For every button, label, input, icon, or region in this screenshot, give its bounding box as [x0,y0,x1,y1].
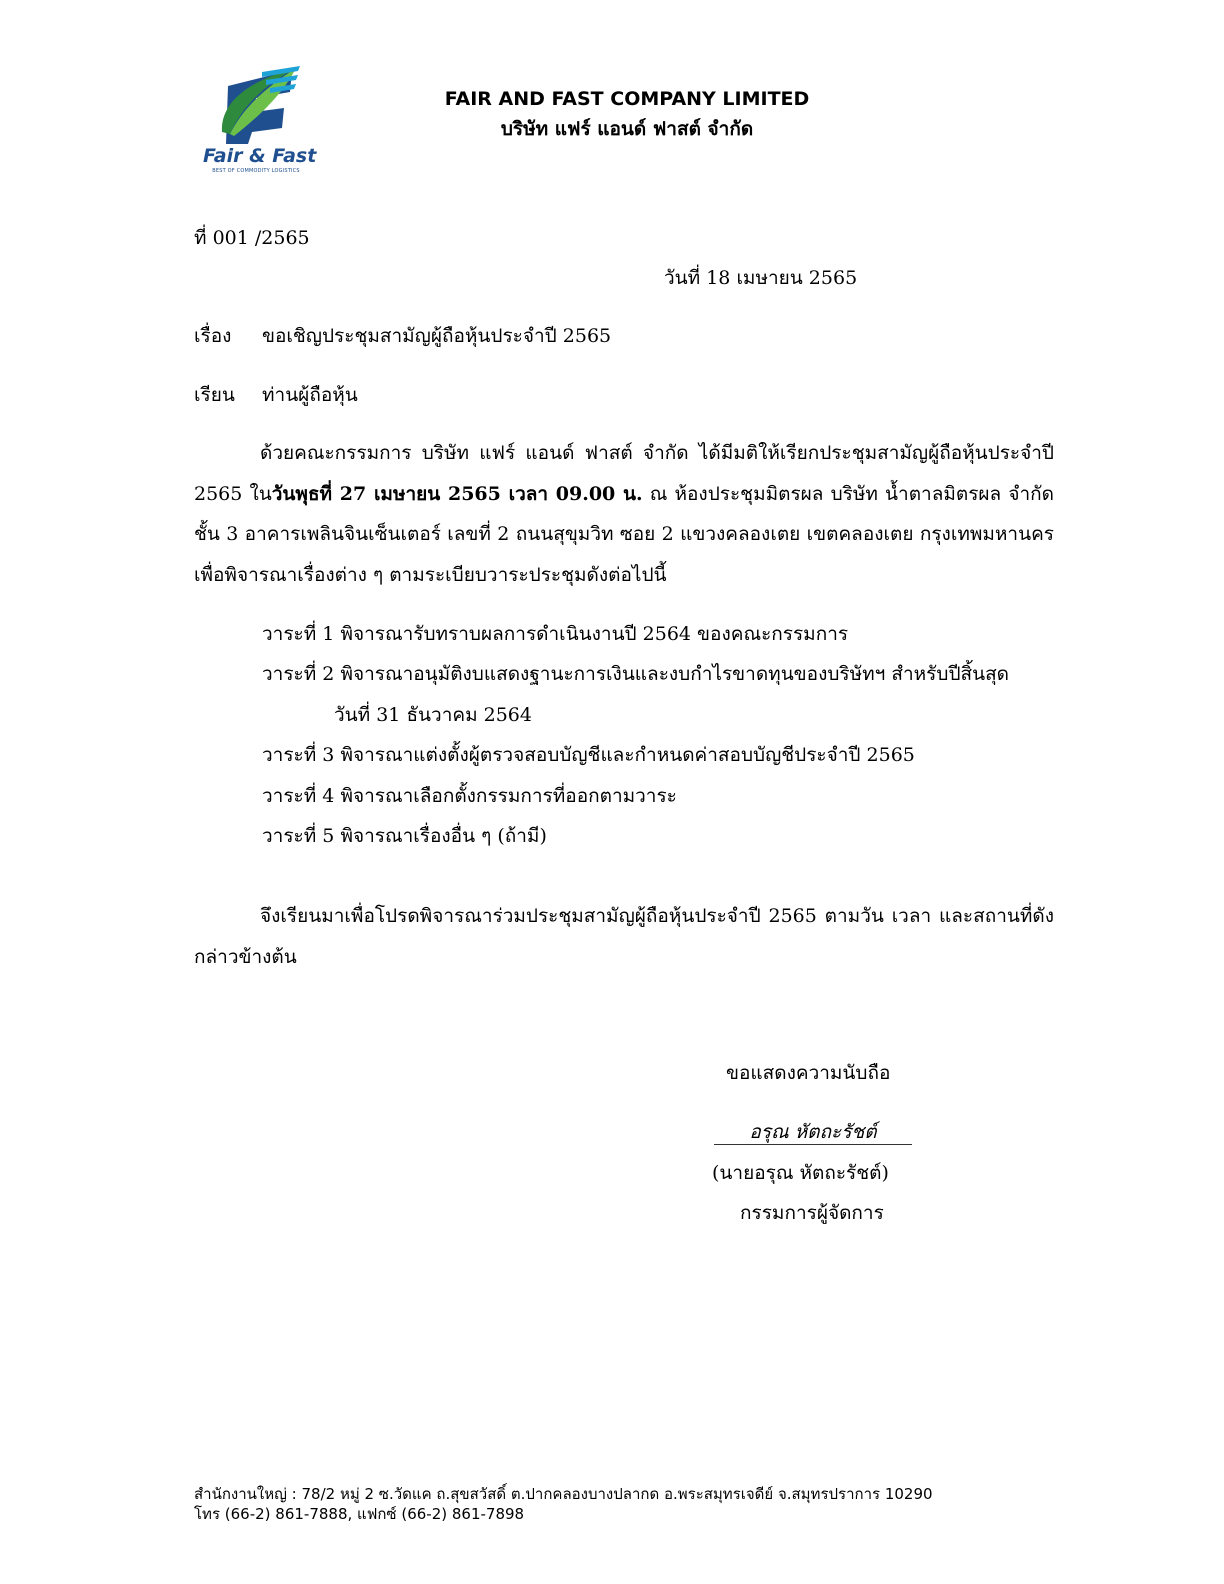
footer-address: สำนักงานใหญ่ : 78/2 หมู่ 2 ซ.วัดแค ถ.สุขสวัสดิ์ ต.ปากคลองบางปลากด อ.พระสมุทรเจดีย์ จ.สมุทรปราการ 10290 [194,1485,933,1503]
closing-paragraph: จึงเรียนมาเพื่อโปรดพิจารณาร่วมประชุมสามัญผู้ถือหุ้นประจำปี 2565 ตามวัน เวลา และสถานที่ดังกล่าวข้างต้น [194,905,1054,968]
signer-name: (นายอรุณ หัตถะรัชต์) [712,1162,889,1184]
agenda-list [262,614,1009,856]
body-paragraph [194,433,1054,595]
salutation-recipient: ท่านผู้ถือหุ้น [262,384,358,406]
logo-wordmark: Fair & Fast [203,145,317,167]
signer-title: กรรมการผู้จัดการ [740,1202,884,1224]
letter-date: วันที่ 18 เมษายน 2565 [664,267,858,289]
meeting-datetime: วันพุธที่ 27 เมษายน 2565 เวลา 09.00 น. [271,482,643,505]
body-text-part1: ด้วยคณะกรรมการ บริษัท แฟร์ แอนด์ ฟาสต์ จำกัด ได้มีมติให้เรียกประชุมสามัญผู้ถือหุ้นประจำปี 2565 ใน [194,442,1054,505]
closing-phrase: ขอแสดงความนับถือ [726,1062,891,1084]
agenda-item-continuation: วันที่ 31 ธันวาคม 2564 [334,703,532,726]
company-name-th: บริษัท แฟร์ แอนด์ ฟาสต์ จำกัด [500,118,754,140]
logo-tagline: BEST OF COMMODITY LOGISTICS [212,168,300,174]
salutation-label: เรียน [194,384,235,406]
agenda-item: วาระที่ 4 พิจารณาเลือกตั้งกรรมการที่ออกตามวาระ [262,784,677,807]
agenda-item: วาระที่ 2 พิจารณาอนุมัติงบแสดงฐานะการเงินและงบกำไรขาดทุนของบริษัทฯ สำหรับปีสิ้นสุด [262,663,1010,686]
footer-contact: โทร (66-2) 861-7888, แฟกซ์ (66-2) 861-7898 [194,1505,525,1523]
agenda-item: วาระที่ 1 พิจารณารับทราบผลการดำเนินงานปี 2564 ของคณะกรรมการ [262,623,849,645]
reference-number: ที่ 001 /2565 [194,227,310,249]
subject-text: ขอเชิญประชุมสามัญผู้ถือหุ้นประจำปี 2565 [262,325,612,347]
subject-label: เรื่อง [194,325,232,347]
body-text-part2: ณ ห้องประชุมมิตรผล บริษัท น้ำตาลมิตรผล จำกัด ชั้น 3 อาคารเพลินจินเซ็นเตอร์ เลขที่ 2 ถนนสุขุมวิท ซอย 2 แขวงคลองเตย เขตคลองเตย กรุงเทพมหานคร เพื่อพิจารณาเรื่องต่าง ๆ ตามระเบียบวาระประชุมดังต่อไปนี้ [194,482,1054,586]
company-name-en: FAIR AND FAST COMPANY LIMITED [444,88,810,110]
agenda-item: วาระที่ 5 พิจารณาเรื่องอื่น ๆ (ถ้ามี) [262,825,547,848]
signature: อรุณ หัตถะรัชต์ [714,1114,912,1145]
agenda-item: วาระที่ 3 พิจารณาแต่งตั้งผู้ตรวจสอบบัญชีและกำหนดค่าสอบบัญชีประจำปี 2565 [262,744,915,767]
